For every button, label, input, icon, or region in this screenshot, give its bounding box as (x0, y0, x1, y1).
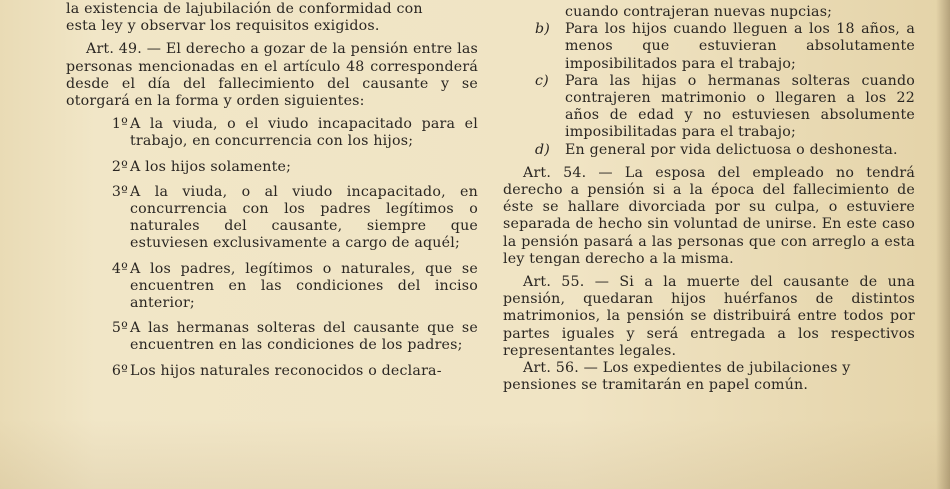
item-number: 2º (111, 158, 128, 175)
list-item (66, 159, 478, 176)
list-item (66, 116, 478, 150)
sub-item-text: Para las hijas o hermanas solteras cuando contrajeren matrimonio o llegaren a los 22 años de edad y no estuviesen absolumente imposibilitadas para el trabajo; (565, 72, 915, 141)
sub-item (503, 21, 915, 73)
item-number: 6º (111, 362, 128, 379)
paper-shading (0, 419, 950, 489)
sub-item-label: c) (535, 72, 549, 89)
article-54: Art. 54. — La esposa del empleado no tendrá derecho a pensión si a la época del fallecimiento de éste se hallare divorciada por su culpa, o estuviere separada de hecho sin voluntad de unirse. En este caso la pensión pasará a las personas que con arreglo a esta ley tengan derecho a la misma. (503, 164, 915, 267)
article-49: Art. 49. — El derecho a gozar de la pensión entre las personas mencionadas en el artículo 48 corresponderá desde el día del fallecimiento del causante y se otorgará en la forma y orden siguientes: (66, 41, 478, 110)
item-text: A los padres, legítimos o naturales, que se encuentren en las condiciones del inciso anterior; (130, 260, 478, 312)
item-number: 3º (111, 183, 128, 200)
item-number: 4º (111, 260, 128, 277)
sub-item (503, 142, 915, 159)
article-55: Art. 55. — Si a la muerte del causante de una pensión, quedaran hijos huérfanos de distintos matrimonios, la pensión se distribuirá entre todos por partes iguales y será entregada a los respectivos representantes legales. (503, 274, 915, 359)
list-item (66, 261, 478, 313)
item-text: A la viuda, o al viudo incapacitado, en concurrencia con los padres legítimos o naturales del causante, siempre que estuviesen exclusivamente a cargo de aquél; (130, 183, 478, 252)
list-item (66, 320, 478, 354)
intro-line-2: esta ley y observar los requisitos exigidos. (66, 18, 380, 35)
list-item (66, 363, 478, 380)
left-column (66, 1, 478, 388)
article-56: Art. 56. — Los expedientes de jubilaciones y pensiones se tramitarán en papel común. (503, 360, 851, 394)
item-text: A la viuda, o el viudo incapacitado para el trabajo, en concurrencia con los hijos; (130, 116, 478, 150)
item-text: A los hijos solamente; (130, 158, 292, 175)
page-edge-shadow (936, 0, 950, 489)
item-number: 1º (111, 116, 128, 133)
list-item (66, 184, 478, 253)
sub-item-text: En general por vida delictuosa o deshonesta. (565, 141, 898, 158)
item-text: A las hermanas solteras del causante que se encuentren en las condiciones de los padres; (130, 320, 478, 354)
right-column (503, 4, 915, 394)
sub-item-label: d) (535, 141, 551, 158)
item-text: Los hijos naturales reconocidos o declara- (130, 362, 442, 379)
item-number: 5º (111, 320, 128, 337)
continued-line: cuando contrajeran nuevas nupcias; (565, 4, 833, 20)
sub-item (503, 73, 915, 142)
sub-item-label: b) (535, 21, 551, 38)
intro-line-1: la existencia de lajubilación de conformidad con (66, 1, 423, 17)
sub-item-text: Para los hijos cuando lleguen a los 18 años, a menos que estuvieran absolutamente imposibilitados para el trabajo; (565, 21, 915, 72)
